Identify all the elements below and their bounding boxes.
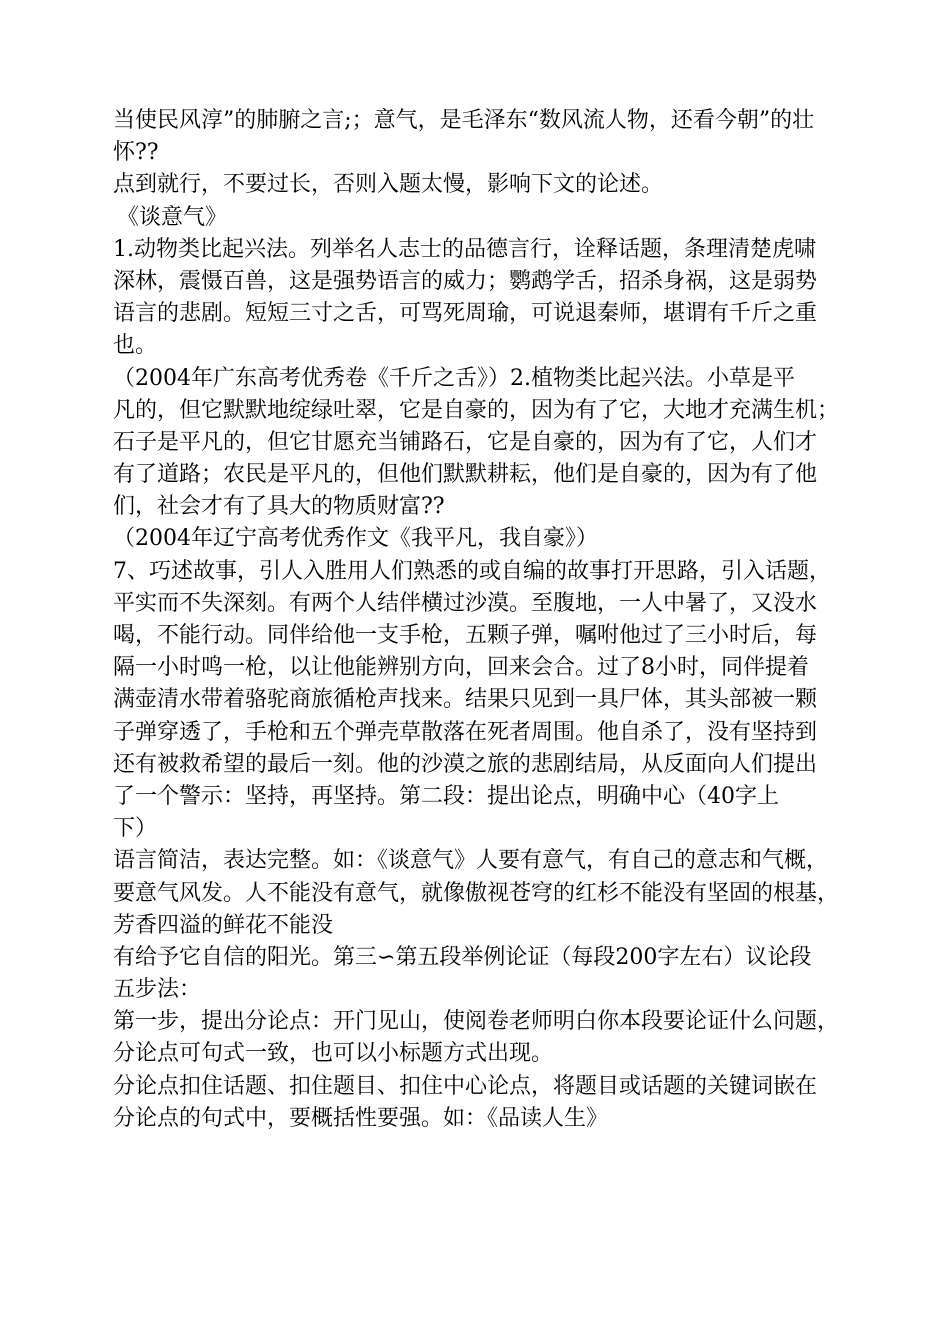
text-line: 凡的，但它默默地绽绿吐翠，它是自豪的，因为有了它，大地才充满生机； <box>113 397 840 423</box>
text-line: 芳香四溢的鲜花不能没 <box>113 912 334 938</box>
text-line: 深林，震慑百兽，这是强势语言的威力；鹦鹉学舌，招杀身祸，这是弱势 <box>113 268 818 294</box>
text-line: 五步法： <box>113 977 202 1003</box>
text-line: 下） <box>113 816 158 842</box>
text-line: 石子是平凡的，但它甘愿充当铺路石，它是自豪的，因为有了它，人们才 <box>113 429 818 455</box>
text-line: 满壶清水带着骆驼商旅循枪声找来。结果只见到一具尸体，其头部被一颗 <box>113 687 818 713</box>
text-line: 喝，不能行动。同伴给他一支手枪，五颗子弹，嘱咐他过了三小时后，每 <box>113 623 818 648</box>
document-body <box>113 105 873 1135</box>
text-line: 1.动物类比起兴法。列举名人志士的品德言行，诠释话题，条理清楚虎啸 <box>113 236 816 262</box>
text-line: 子弹穿透了，手枪和五个弹壳草散落在死者周围。他自杀了，没有坚持到 <box>113 719 818 745</box>
text-line: 《谈意气》 <box>117 204 228 230</box>
text-line: 还有被救希望的最后一刻。他的沙漠之旅的悲剧结局，从反面向人们提出 <box>113 751 818 777</box>
text-line: （2004年辽宁高考优秀作文《我平凡，我自豪》） <box>113 526 598 552</box>
text-line: 语言简洁，表达完整。如：《谈意气》人要有意气，有自己的意志和气概， <box>113 848 829 874</box>
text-line: 有了道路；农民是平凡的，但他们默默耕耘，他们是自豪的，因为有了他 <box>113 462 818 488</box>
text-line: 点到就行，不要过长，否则入题太慢，影响下文的论述。 <box>113 172 664 198</box>
text-line: 第一步，提出分论点：开门见山，使阅卷老师明白你本段要论证什么问题， <box>113 1009 840 1035</box>
text-line: 也。 <box>113 333 158 359</box>
text-line: 平实而不失深刻。有两个人结伴横过沙漠。至腹地，一人中暑了，又没水 <box>113 590 818 616</box>
text-line: （2004年广东高考优秀卷《千斤之舌》）2.植物类比起兴法。小草是平 <box>113 365 795 391</box>
text-line: 怀?? <box>113 140 159 166</box>
text-line: 分论点的句式中，要概括性要强。如：《品读人生》 <box>113 1105 609 1131</box>
text-line: 要意气风发。人不能没有意气，就像傲视苍穹的红杉不能没有坚固的根基， <box>113 880 840 906</box>
text-line: 们，社会才有了具大的物质财富?? <box>113 494 445 520</box>
text-line: 分论点可句式一致，也可以小标题方式出现。 <box>113 1041 554 1067</box>
text-line: 隔一小时鸣一枪，以让他能辨别方向，回来会合。过了8小时，同伴提着 <box>113 655 809 681</box>
text-line: 了一个警示：坚持，再坚持。第二段：提出论点，明确中心（40字上 <box>113 783 779 809</box>
text-line: 当使民风淳”的肺腑之言;；意气，是毛泽东“数风流人物，还看今朝”的壮 <box>113 108 815 133</box>
text-line: 语言的悲剧。短短三寸之舌，可骂死周瑜，可说退秦师，堪谓有千斤之重 <box>113 301 818 327</box>
text-line: 7、巧述故事，引人入胜用人们熟悉的或自编的故事打开思路，引入话题， <box>113 558 831 584</box>
text-line: 分论点扣住话题、扣住题目、扣住中心论点，将题目或话题的关键词嵌在 <box>113 1073 818 1099</box>
text-line: 有给予它自信的阳光。第三∽第五段举例论证（每段200字左右）议论段 <box>113 944 812 970</box>
